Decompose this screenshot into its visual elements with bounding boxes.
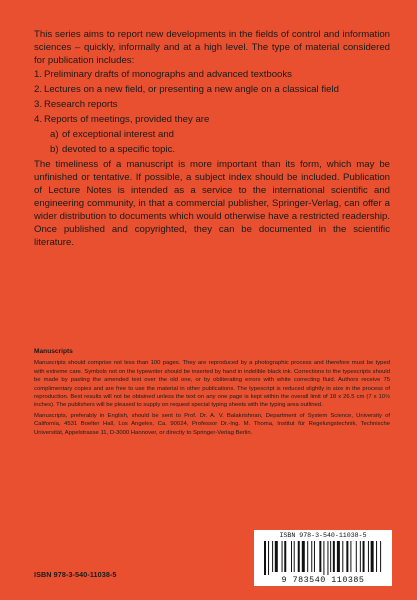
barcode-bar [327, 541, 328, 575]
barcode-bar [323, 541, 324, 575]
barcode-bar [376, 541, 377, 572]
manuscripts-address: Manuscripts, preferably in English, should be sent to Prof. Dr. A. V. Balakrishnan, Department of System Science, University of California, 4531 Boelter Hall, Los Angeles, Ca. 90024, Professor Dr.-Ing. M. Thoma, Institut für Regelungstechnik, Technische Universität, Appelstrasse 11, D-3000 Hannover, or directly to Springer-Verlag Berlin. [34, 412, 390, 436]
isbn-text: ISBN 978-3-540-11038-5 [34, 570, 117, 579]
barcode-bar [311, 541, 312, 572]
barcode-bar [371, 541, 374, 572]
barcode-bar [337, 541, 340, 572]
barcode-bar [356, 541, 357, 572]
sub-list-letter: b) [50, 144, 59, 155]
list-item-text: Lectures on a new field, or presenting a new angle on a classical field [44, 84, 339, 95]
barcode-bar [282, 541, 283, 572]
barcode-bar [268, 541, 269, 575]
material-list [34, 67, 390, 127]
barcode-bar [350, 541, 351, 572]
sub-list-text: of exceptional interest and [62, 129, 175, 140]
barcode-bar [314, 541, 315, 572]
list-item-number: 3. [34, 99, 43, 110]
list-item-number: 1. [34, 69, 43, 80]
list-item [34, 82, 390, 97]
list-item [34, 67, 390, 82]
barcode-bar [380, 541, 381, 572]
list-item [34, 97, 390, 112]
barcode-bar [330, 541, 331, 572]
manuscripts-heading: Manuscripts [34, 348, 73, 355]
sub-list-item [50, 127, 390, 142]
barcode-bar [333, 541, 335, 572]
list-item-number: 4. [34, 114, 43, 125]
barcode-bar [264, 541, 266, 575]
barcode-isbn-label: ISBN 978-3-540-11038-5 [279, 532, 367, 539]
barcode-bar [284, 541, 286, 572]
barcode-bar [363, 541, 365, 572]
sub-list-item [50, 142, 390, 157]
barcode-label [254, 530, 392, 586]
barcode-bar [360, 541, 361, 572]
list-item-number: 2. [34, 84, 43, 95]
manuscripts-body: Manuscripts should comprise not less than 100 pages. They are reproduced by a photographic process and therefore must be typed with extreme care. Symbols not on the typewriter should be inserted by hand in indelible black ink. Corrections to the typescripts should be made by pasting the amended text over the old one, or by obliterating errors with white correcting fluid. Authors receive 75 complimentary copies and are free to use the material in other publications. The typescript is reduced slightly in size in the process of reproduction. Best results will not be obtained unless the text on any one page is kept within the overall limit of 18 x 26.5 cm (7 x 10½ inches). The publishers will be pleased to supply on request special typing sheets with the typing area outlined. [34, 360, 390, 409]
barcode-icon [262, 541, 384, 575]
barcode-bar [307, 541, 308, 572]
barcode-bar [275, 541, 278, 572]
intro-paragraph: This series aims to report new developments in the fields of control and information sciences – quickly, informally and at a high level. The type of material considered for publication includes: [34, 29, 390, 66]
series-description [34, 28, 390, 249]
barcode-bar [272, 541, 273, 572]
barcode-bar [294, 541, 295, 572]
manuscripts-section [34, 348, 390, 437]
barcode-bar [291, 541, 292, 572]
closing-paragraph: The timeliness of a manuscript is more important than its form, which may be unfinished or tentative. If possible, a subject index should be included. Publication of Lecture Notes is intended as a service to the international scientific and engineering community, in that a commercial publisher, Springer-Verlag, can offer a wider distribution to documents which would otherwise have a restricted readership. Once published and copyrighted, they can be documented in the scientific literature. [34, 159, 390, 248]
barcode-bar [346, 541, 348, 572]
list-item-text: Preliminary drafts of monographs and advanced textbooks [44, 69, 292, 80]
list-item-text: Reports of meetings, provided they are [44, 114, 210, 125]
barcode-bar [302, 541, 305, 572]
barcode-bar [342, 541, 343, 572]
list-item-text: Research reports [44, 99, 118, 110]
barcode-bar [368, 541, 369, 572]
barcode-bar [298, 541, 300, 572]
sub-list-letter: a) [50, 129, 59, 140]
barcode-number: 9 783540 110385 [281, 575, 365, 585]
barcode-bar [319, 541, 321, 572]
list-item [34, 112, 390, 127]
sub-list-text: devoted to a specific topic. [62, 144, 176, 155]
meeting-conditions-list [34, 127, 390, 157]
